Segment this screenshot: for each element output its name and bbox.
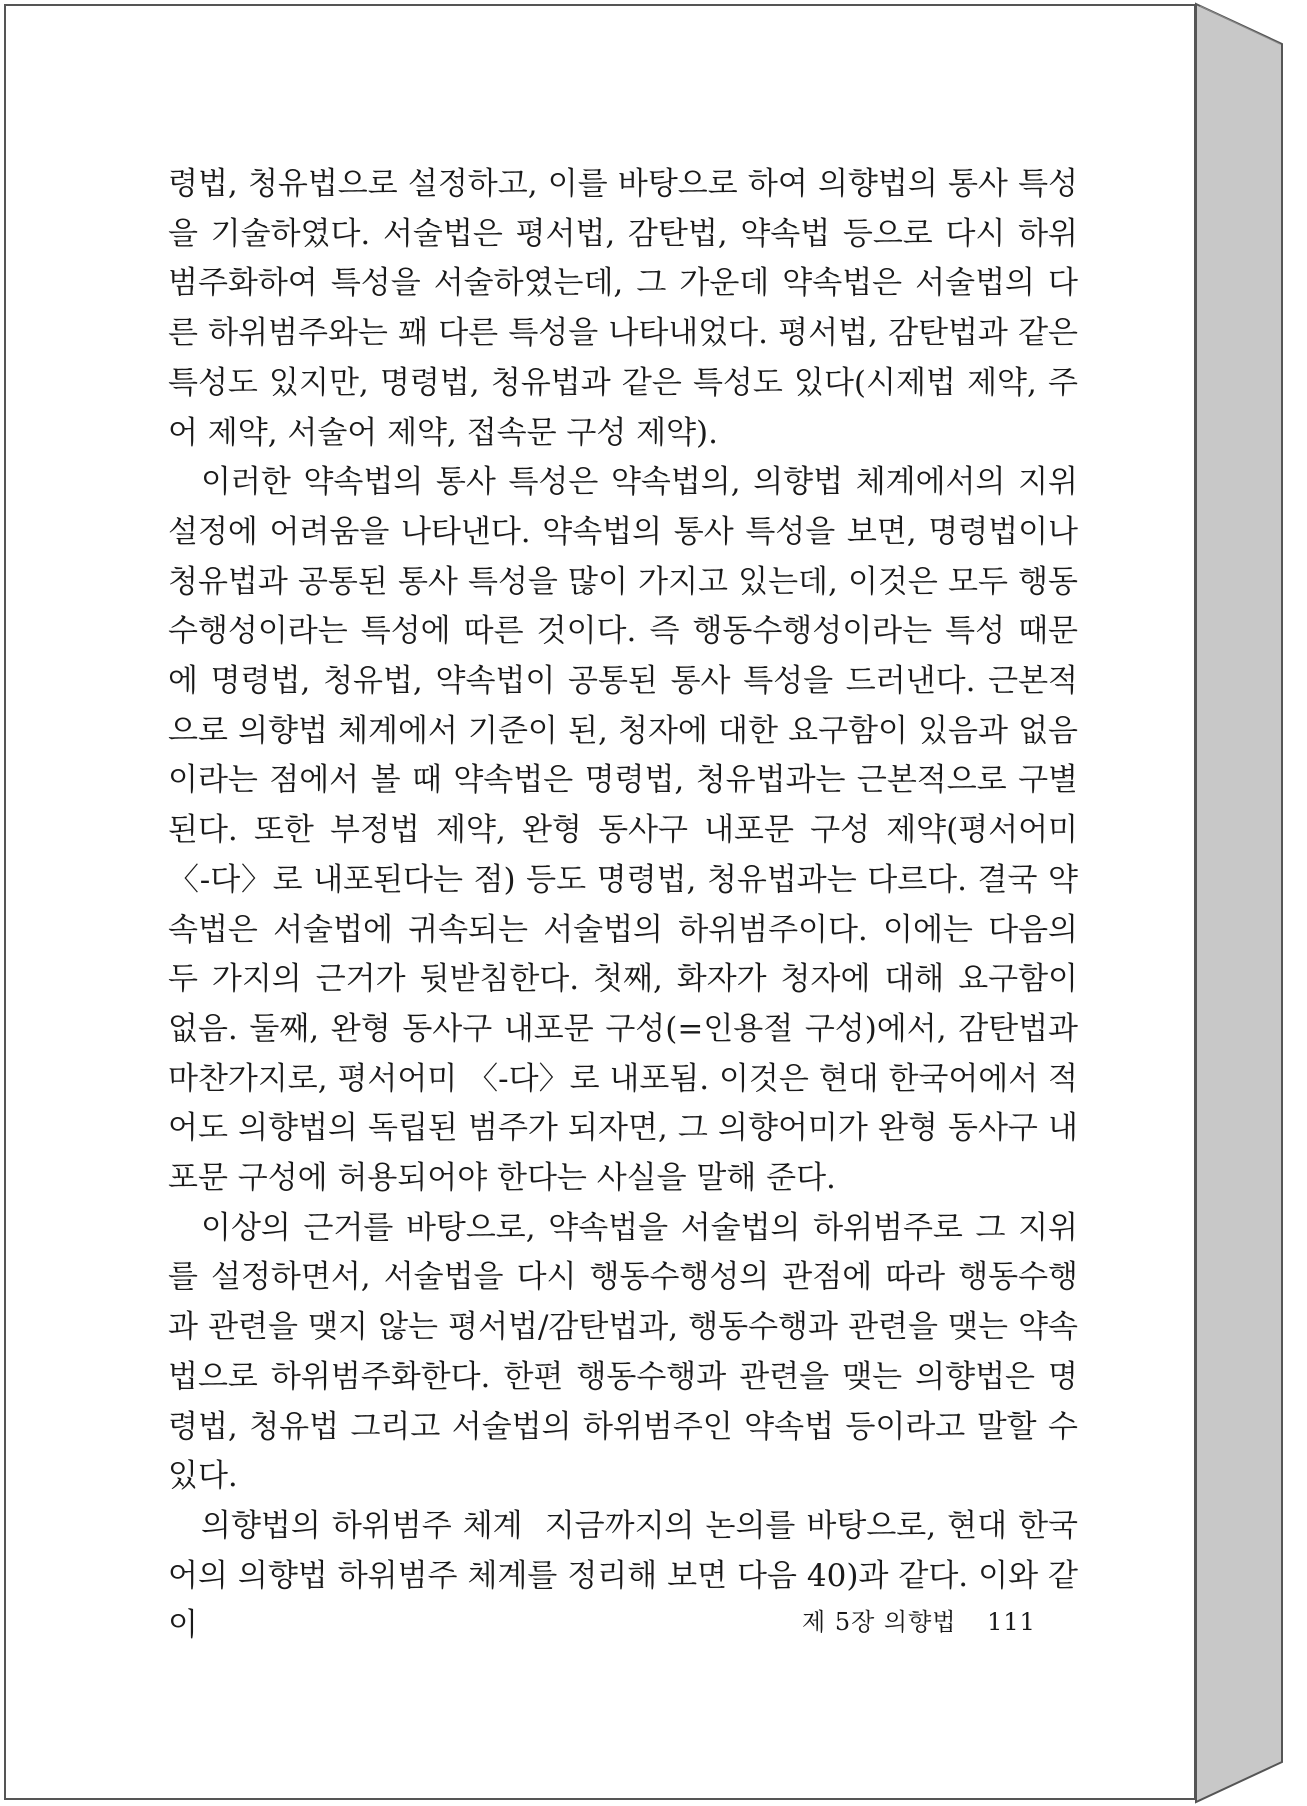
section-body: 지금까지의 논의를 바탕으로, 현대 한국어의 의향법 하위범주 체계를 정리해 보면 다음 40)과 같다. 이와 같이 <box>168 1507 1078 1644</box>
chapter-number: 제 5장 <box>802 1608 876 1636</box>
page-body <box>168 160 1078 1651</box>
page-footer <box>802 1602 1036 1637</box>
paragraph-3: 이상의 근거를 바탕으로, 약속법을 서술법의 하위범주로 그 지위를 설정하면서, 서술법을 다시 행동수행성의 관점에 따라 행동수행과 관련을 맺지 않는 평서법/감탄법과, 행동수행과 관련을 맺는 약속법으로 하위범주화한다. 한편 행동수행과 관련을 맺는 의향법은 명령법, 청유법 그리고 서술법의 하위범주인 약속법 등이라고 말할 수 있다. <box>168 1209 1078 1495</box>
page-number: 111 <box>987 1608 1036 1636</box>
chapter-title: 의향법 <box>883 1608 957 1636</box>
section-heading: 의향법의 하위범주 체계 <box>201 1507 523 1544</box>
paragraph-2: 이러한 약속법의 통사 특성은 약속법의, 의향법 체계에서의 지위 설정에 어려움을 나타낸다. 약속법의 통사 특성을 보면, 명령법이나 청유법과 공통된 통사 특성을 많이 가지고 있는데, 이것은 모두 행동수행성이라는 특성에 따른 것이다. 즉 행동수행성이라는 특성 때문에 명령법, 청유법, 약속법이 공통된 통사 특성을 드러낸다. 근본적으로 의향법 체계에서 기준이 된, 청자에 대한 요구함이 있음과 없음이라는 점에서 볼 때 약속법은 명령법, 청유법과는 근본적으로 구별된다. 또한 부정법 제약, 완형 동사구 내포문 구성 제약(평서어미 〈-다〉로 내포된다는 점) 등도 명령법, 청유법과는 다르다. 결국 약속법은 서술법에 귀속되는 서술법의 하위범주이다. 이에는 다음의 두 가지의 근거가 뒷받침한다. 첫째, 화자가 청자에 대해 요구함이 없음. 둘째, 완형 동사구 내포문 구성(=인용절 구성)에서, 감탄법과 마찬가지로, 평서어미 〈-다〉로 내포됨. 이것은 현대 한국어에서 적어도 의향법의 독립된 범주가 되자면, 그 의향어미가 완형 동사구 내포문 구성에 허용되어야 한다는 사실을 말해 준다. <box>168 464 1078 1197</box>
paragraph-1: 령법, 청유법으로 설정하고, 이를 바탕으로 하여 의향법의 통사 특성을 기술하였다. 서술법은 평서법, 감탄법, 약속법 등으로 다시 하위범주화하여 특성을 서술하였는데, 그 가운데 약속법은 서술법의 다른 하위범주와는 꽤 다른 특성을 나타내었다. 평서법, 감탄법과 같은 특성도 있지만, 명령법, 청유법과 같은 특성도 있다(시제법 제약, 주어 제약, 서술어 제약, 접속문 구성 제약). <box>168 166 1078 451</box>
